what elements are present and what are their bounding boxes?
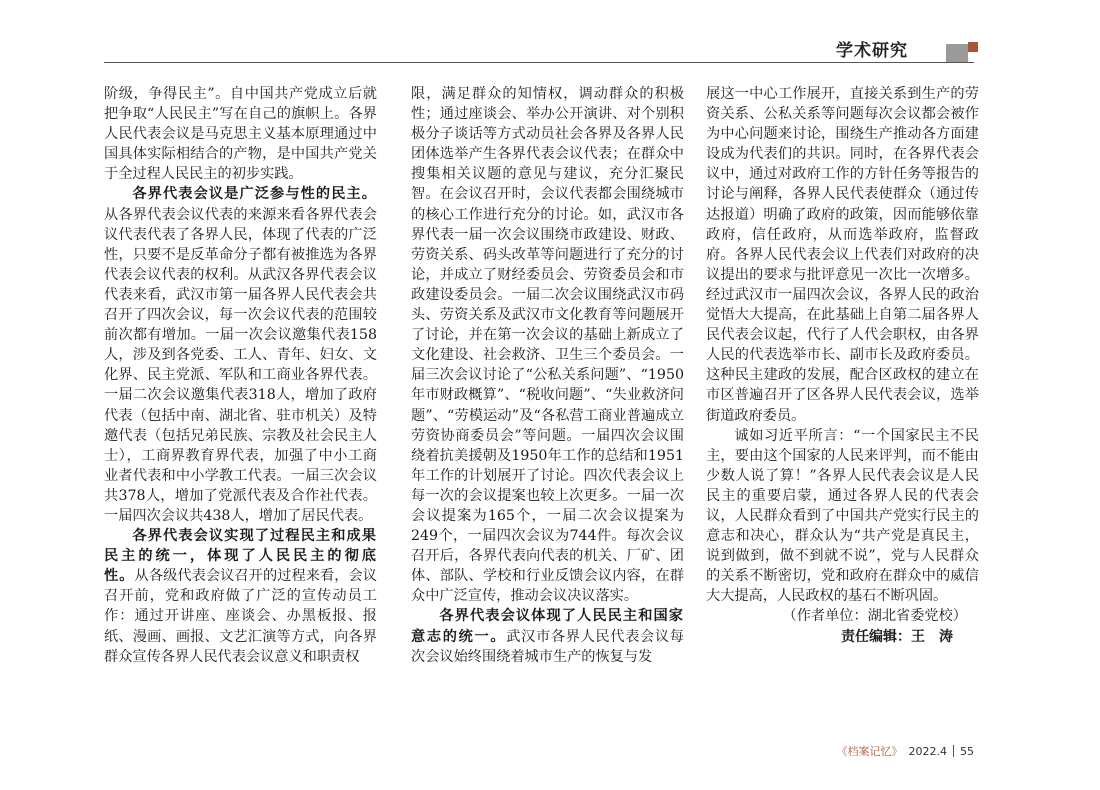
page-number: 55 [960, 744, 974, 758]
issue-number: 2022.4 [908, 744, 947, 758]
paragraph: 展这一中心工作展开，直接关系到生产的劳资关系、公私关系等问题每次会议都会被作为中心问题来讨论，围绕生产推动各方面建设成为代表们的共识。同时，在各界代表会议中，通过对政府工作的方针任务等报告的讨论与阐释，各界人民代表使群众（通过传达报道）明确了政府的政策，因而能够依靠政府，信任政府，从而选举政府，监督政府。各界人民代表会议上代表们对政府的决议提出的要求与批评意见一次比一次增多。经过武汉市一届四次会议，各界人民的政治觉悟大大提高，在此基础上自第二届各界人民代表会议起，代行了人代会职权，由各界人民的代表选举市长、副市长及政府委员。这种民主建政的发展，配合区政权的建立在市区普遍召开了区各界人民代表会议，选举街道政府委员。 [706, 86, 979, 424]
paragraph-body: 从各界代表会议代表的来源来看各界代表会议代表代表了各界人民，体现了代表的广泛性，只要不是反革命分子都有被推选为各界代表会议代表的权利。从武汉各界代表会议代表来看，武汉市第一届各界人民代表会共召开了四次会议，每一次会议代表的范围较前次都有增加。一届一次会议邀集代表158人，涉及到各党委、工人、青年、妇女、文化界、民主党派、军队和工商业各界代表。一届二次会议邀集代表318人，增加了政府代表（包括中南、湖北省、驻市机关）及特邀代表（包括兄弟民族、宗教及社会民主人士），工商界教育界代表，加强了中小工商业者代表和中小学教工代表。一届三次会议共378人，增加了党派代表及合作社代表。一届四次会议共438人，增加了居民代表。 [104, 206, 377, 524]
paragraph: 限，满足群众的知情权，调动群众的积极性；通过座谈会、举办公开演讲、对个别积极分子谈话等方式动员社会各界及各界人民团体选举产生各界代表会议代表；在群众中搜集相关议题的意见与建议，充分汇聚民智。在会议召开时，会议代表都会围绕城市的核心工作进行充分的讨论。如，武汉市各界代表一届一次会议围绕市政建设、财政、劳资关系、码头改革等问题进行了充分的讨论，并成立了财经委员会、劳资委员会和市政建设委员会。一届二次会议围绕武汉市码头、劳资关系及武汉市文化教育等问题展开了讨论，并在第一次会议的基础上新成立了文化建设、社会救济、卫生三个委员会。一届三次会议讨论了“公私关系问题”、“1950年市财政概算”、“税收问题”、“失业救济问题”、“劳模运动”及“各私营工商业普遍成立劳资协商委员会”等问题。一届四次会议围绕着抗美援朝及1950年工作的总结和1951年工作的计划展开了讨论。四次代表会议上每一次的会议提案也较上次更多。一届一次会议提案为165个，一届二次会议提案为249个，一届四次会议为744件。每次会议召开后，各界代表向代表的机关、厂矿、团体、部队、学校和行业反馈会议内容，在群众中广泛宣传，推动会议决议落实。 [411, 86, 684, 605]
paragraph [104, 184, 377, 526]
text-column-3 [706, 84, 979, 734]
paragraph-lead: 各界代表会议体现了人民民主和国家意志的统一。 [411, 608, 684, 645]
author-affiliation: （作者单位：湖北省委党校） [782, 608, 967, 625]
paragraph: 阶级，争得民主”。自中国共产党成立后就把争取“人民民主”写在自己的旗帜上。各界人民代表会议是马克思主义基本原理通过中国具体实际相结合的产物，是中国共产党关于全过程人民民主的初步实践。 [104, 86, 377, 183]
paragraph-body: 武汉市各界人民代表会议每次会议始终围绕着城市生产的恢复与发 [411, 628, 684, 665]
footer-divider [953, 745, 954, 757]
header-rule [104, 62, 974, 63]
paragraph [411, 606, 684, 666]
paragraph-lead: 各界代表会议实现了过程民主和成果民主的统一，体现了人民民主的彻底性。 [104, 528, 377, 585]
page-footer [837, 743, 975, 759]
responsible-editor: 责任编辑：王 涛 [841, 628, 953, 645]
paragraph [104, 526, 377, 667]
paragraph-lead: 各界代表会议是广泛参与性的民主。 [132, 186, 377, 203]
paragraph: 诚如习近平所言：“一个国家民主不民主，要由这个国家的人民来评判，而不能由少数人说了算！”各界人民代表会议是人民民主的重要启蒙，通过各界人民的代表会议，人民群众看到了中国共产党实行民主的意志和决心，群众认为“共产党是真民主，说到做到，做不到就不说”，党与人民群众的关系不断密切，党和政府在群众中的威信大大提高，人民政权的基石不断巩固。 [706, 427, 979, 605]
text-column-1 [104, 84, 377, 734]
header-decoration-grey [946, 44, 968, 62]
journal-name: 《档案记忆》 [836, 745, 903, 758]
header-decoration-accent [968, 42, 978, 52]
paragraph-body: 从各级代表会议召开的过程来看，会议召开前，党和政府做了广泛的宣传动员工作：通过开讲座、座谈会、办黑板报、报纸、漫画、画报、文艺汇演等方式，向各界群众宣传各界人民代表会议意义和职责权 [104, 568, 377, 665]
section-title: 学术研究 [836, 41, 908, 61]
text-column-2 [411, 84, 684, 734]
